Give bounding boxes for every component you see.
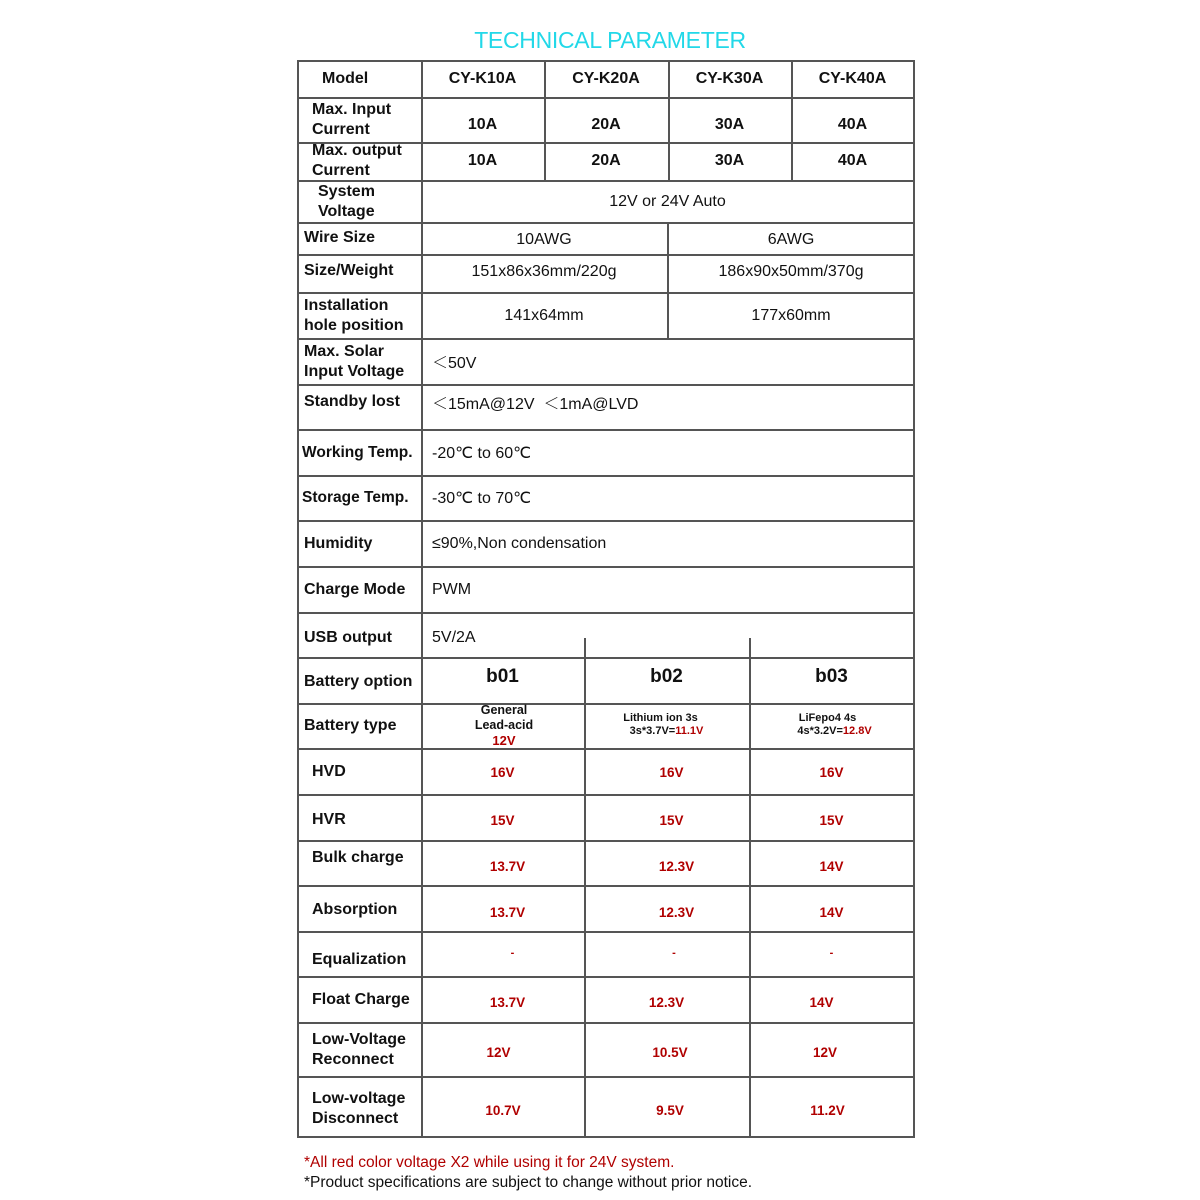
absorption-value: 13.7V (489, 904, 526, 920)
battery-option-value: b03 (815, 666, 848, 687)
lvd-value: 9.5V (656, 1102, 684, 1118)
battery-type-voltage: 11.1V (675, 725, 704, 737)
usb-output-value: 5V/2A (432, 629, 476, 646)
max-output-current-value: 20A (591, 152, 621, 169)
max-input-current-value: 40A (837, 116, 868, 133)
installation-label: Installation hole position (304, 296, 404, 334)
hvd-label: HVD (312, 763, 346, 780)
equalization-label: Equalization (312, 951, 407, 968)
standby-value: ＜15mA@12V ＜1mA@LVD (432, 395, 639, 413)
absorption-value: 14V (819, 904, 844, 920)
humidity-label: Humidity (304, 534, 373, 552)
float-charge-value: 14V (809, 994, 834, 1010)
battery-type-b01 (434, 702, 574, 749)
page-title: TECHNICAL PARAMETER (474, 27, 746, 53)
hvd-value: 16V (659, 764, 684, 780)
model-name: CY-K20A (572, 70, 640, 87)
absorption-label: Absorption (312, 901, 398, 918)
hvr-value: 15V (659, 812, 684, 828)
bulk-charge-label: Bulk charge (312, 849, 404, 866)
hvd-value: 16V (819, 764, 844, 780)
battery-type-b02 (584, 709, 749, 741)
hvd-value: 16V (490, 764, 515, 780)
hvr-value: 15V (490, 812, 515, 828)
lvd-value: 10.7V (485, 1102, 521, 1118)
bulk-charge-value: 12.3V (658, 858, 695, 874)
absorption-value: 12.3V (658, 904, 695, 920)
battery-type-line: Lithium ion 3s (623, 712, 698, 724)
max-output-current-label: Max. output Current (312, 142, 402, 179)
model-name: CY-K10A (448, 70, 517, 87)
float-charge-label: Float Charge (312, 990, 410, 1008)
hvr-value: 15V (819, 812, 844, 828)
note-24v: *All red color voltage X2 while using it for 24V system. (304, 1154, 675, 1171)
lvr-label: Low-Voltage Reconnect (312, 1031, 406, 1068)
equalization-value: - (829, 947, 834, 959)
max-input-current-value: 20A (591, 116, 621, 133)
lvd-label: Low-voltage Disconnect (312, 1090, 406, 1127)
model-name: CY-K30A (695, 70, 764, 87)
max-output-current-value: 10A (467, 152, 498, 169)
installation-value: 141x64mm (504, 306, 584, 324)
bulk-charge-value: 13.7V (489, 858, 526, 874)
size-weight-value: 151x86x36mm/220g (471, 263, 617, 280)
size-weight-label: Size/Weight (304, 262, 394, 279)
max-input-current-value: 10A (467, 116, 498, 133)
humidity-value: ≤90%,Non condensation (432, 534, 607, 552)
max-solar-label: Max. Solar Input Voltage (304, 342, 405, 380)
usb-output-label: USB output (304, 629, 392, 646)
working-temp-value: -20℃ to 60℃ (432, 444, 532, 462)
battery-type-formula: 3s*3.7V= (629, 725, 676, 737)
float-charge-value: 13.7V (489, 994, 526, 1010)
storage-temp-value: -30℃ to 70℃ (432, 489, 532, 507)
battery-type-formula: 4s*3.2V= (797, 725, 843, 737)
hvr-label: HVR (312, 811, 346, 828)
battery-option-label: Battery option (304, 672, 413, 690)
battery-type-line: LiFepo4 4s (798, 712, 857, 724)
battery-option-value: b02 (650, 666, 683, 687)
wire-size-value: 6AWG (767, 231, 815, 248)
max-output-current-value: 40A (837, 152, 868, 169)
float-charge-value: 12.3V (648, 994, 685, 1010)
wire-size-value: 10AWG (516, 231, 572, 248)
system-voltage-label: System Voltage (318, 182, 375, 220)
note-disclaimer: *Product specifications are subject to change without prior notice. (304, 1174, 753, 1191)
size-weight-value: 186x90x50mm/370g (718, 263, 864, 280)
model-label: Model (322, 70, 369, 87)
battery-type-b03 (752, 709, 917, 741)
max-output-current-value: 30A (714, 152, 745, 169)
lvr-value: 12V (812, 1044, 838, 1060)
battery-type-line: General (480, 703, 528, 717)
battery-option-value: b01 (486, 666, 519, 687)
lvd-value: 11.2V (810, 1102, 845, 1118)
system-voltage-value: 12V or 24V Auto (609, 192, 726, 210)
equalization-value: - (510, 947, 515, 959)
max-input-current-label: Max. Input Current (312, 100, 392, 138)
installation-value: 177x60mm (751, 306, 831, 324)
battery-type-line: Lead-acid (474, 718, 534, 732)
charge-mode-label: Charge Mode (304, 580, 406, 598)
model-name: CY-K40A (818, 70, 887, 87)
wire-size-label: Wire Size (304, 229, 375, 246)
standby-label: Standby lost (304, 393, 401, 410)
battery-type-voltage: 12.8V (842, 725, 872, 737)
lvr-value: 12V (486, 1044, 511, 1060)
lvr-value: 10.5V (652, 1044, 688, 1060)
storage-temp-label: Storage Temp. (302, 488, 409, 506)
max-solar-value: ＜50V (432, 355, 477, 372)
max-input-current-value: 30A (714, 116, 745, 133)
battery-type-voltage: 12V (492, 733, 516, 748)
equalization-value: - (672, 947, 676, 959)
charge-mode-value: PWM (432, 580, 472, 598)
working-temp-label: Working Temp. (302, 443, 413, 461)
battery-type-label: Battery type (304, 717, 397, 734)
bulk-charge-value: 14V (819, 858, 844, 874)
